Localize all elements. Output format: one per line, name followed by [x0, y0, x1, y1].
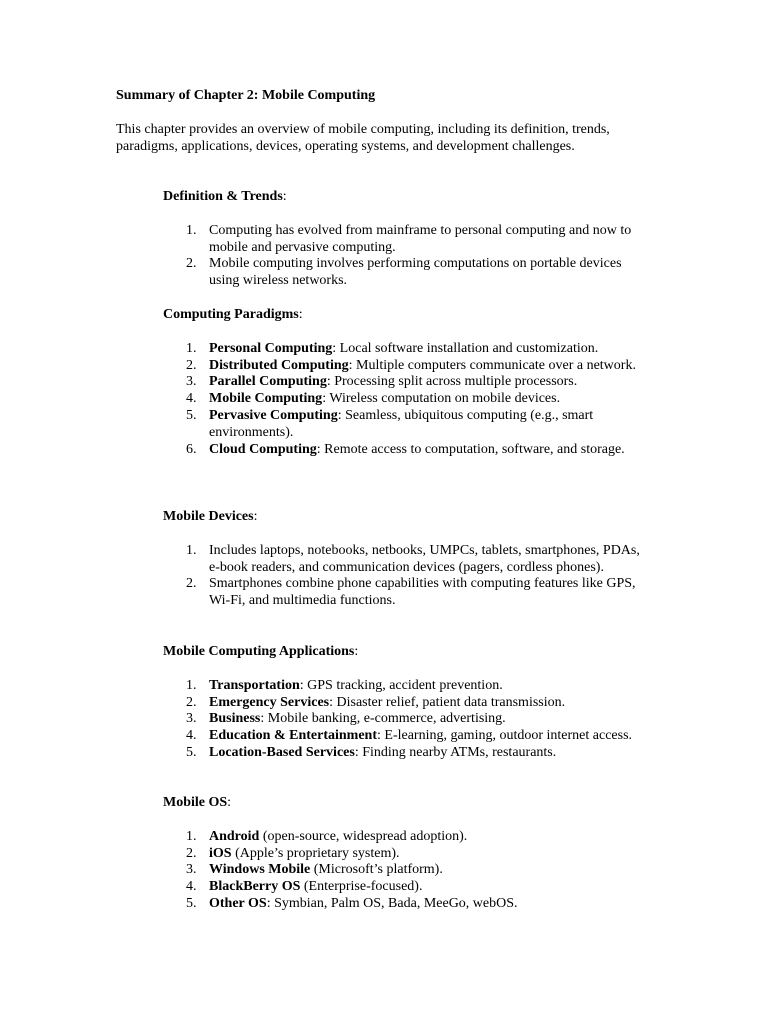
item-description: : Processing split across multiple processors. — [326, 374, 578, 390]
item-description: (open-source, widespread adoption). — [259, 828, 468, 844]
item-number: 5. — [186, 407, 197, 423]
item-term: Android — [209, 828, 260, 844]
section-mobile-devices — [163, 509, 648, 610]
item-text — [209, 442, 643, 459]
item-term: Distributed Computing — [209, 357, 349, 373]
item-text — [209, 829, 633, 846]
item-description: : Mobile banking, e-commerce, advertising. — [260, 711, 506, 727]
item-number: 5. — [186, 895, 197, 911]
item-term: Mobile Computing — [209, 391, 323, 407]
item-term: iOS — [209, 845, 232, 861]
item-text — [209, 576, 648, 610]
item-description: (Microsoft’s platform). — [310, 862, 443, 878]
item-description: : Seamless, ubiquitous computing (e.g., smart environments). — [209, 407, 594, 440]
numbered-list — [163, 678, 633, 762]
list-item — [163, 374, 643, 391]
item-description: : Remote access to computation, software, and storage. — [316, 441, 625, 457]
list-item — [163, 695, 633, 712]
item-text — [209, 256, 633, 290]
item-text — [209, 341, 643, 358]
item-text — [209, 543, 648, 577]
item-description: : Symbian, Palm OS, Bada, MeeGo, webOS. — [266, 895, 518, 911]
item-description: : Finding nearby ATMs, restaurants. — [354, 744, 557, 760]
item-term: Business — [209, 711, 261, 727]
item-number: 1. — [186, 222, 197, 238]
item-number: 5. — [186, 744, 197, 760]
list-item — [163, 543, 648, 577]
list-item — [163, 678, 633, 695]
item-number: 2. — [186, 694, 197, 710]
item-text — [209, 745, 633, 762]
list-item — [163, 256, 633, 290]
item-number: 1. — [186, 340, 197, 356]
item-number: 2. — [186, 845, 197, 861]
item-description: Mobile computing involves performing computations on portable devices using wireless networks. — [209, 256, 622, 289]
item-text — [209, 358, 643, 375]
item-number: 3. — [186, 711, 197, 727]
list-item — [163, 829, 633, 846]
item-number: 2. — [186, 256, 197, 272]
section-heading — [163, 795, 633, 812]
section-heading-text: Mobile Computing Applications — [163, 644, 355, 659]
numbered-list — [163, 829, 633, 913]
section-heading-colon: : — [282, 189, 287, 204]
item-text — [209, 879, 633, 896]
item-description: (Enterprise-focused). — [300, 879, 423, 895]
item-text — [209, 678, 633, 695]
item-text — [209, 862, 633, 879]
section-heading-colon: : — [354, 644, 359, 659]
item-text — [209, 695, 633, 712]
list-item — [163, 391, 643, 408]
section-mobile-os — [163, 795, 633, 913]
item-number: 4. — [186, 728, 197, 744]
section-heading — [163, 509, 648, 526]
item-description: : Local software installation and customization. — [332, 340, 599, 356]
item-term: Windows Mobile — [209, 862, 311, 878]
item-text — [209, 896, 633, 913]
item-term: BlackBerry OS — [209, 879, 301, 895]
list-item — [163, 408, 643, 442]
item-description: Smartphones combine phone capabilities with computing features like GPS, Wi-Fi, and multimedia functions. — [209, 576, 636, 609]
item-description: : Wireless computation on mobile devices. — [322, 391, 561, 407]
numbered-list — [163, 543, 648, 610]
item-number: 3. — [186, 862, 197, 878]
list-item — [163, 358, 643, 375]
section-mobile-computing-applications — [163, 644, 633, 762]
section-heading-text: Mobile OS — [163, 795, 228, 810]
item-description: (Apple’s proprietary system). — [231, 845, 400, 861]
section-heading-text: Mobile Devices — [163, 509, 254, 524]
item-term: Emergency Services — [209, 694, 330, 710]
section-heading-colon: : — [253, 509, 258, 524]
item-term: Personal Computing — [209, 340, 333, 356]
list-item — [163, 442, 643, 459]
item-text — [209, 374, 643, 391]
list-item — [163, 576, 648, 610]
item-text — [209, 711, 633, 728]
list-item — [163, 879, 633, 896]
item-term: Parallel Computing — [209, 374, 327, 390]
item-term: Transportation — [209, 677, 300, 693]
item-text — [209, 223, 633, 257]
item-term: Cloud Computing — [209, 441, 317, 457]
section-heading-text: Computing Paradigms — [163, 307, 299, 322]
item-text — [209, 408, 643, 442]
document-title: Summary of Chapter 2: Mobile Computing — [116, 88, 376, 103]
item-description: : GPS tracking, accident prevention. — [299, 677, 503, 693]
list-item — [163, 223, 633, 257]
item-number: 2. — [186, 357, 197, 373]
item-term: Location-Based Services — [209, 744, 355, 760]
section-definition-trends — [163, 189, 633, 290]
section-heading — [163, 307, 643, 324]
list-item — [163, 711, 633, 728]
item-description: : E-learning, gaming, outdoor internet access. — [377, 728, 633, 744]
item-text — [209, 391, 643, 408]
numbered-list — [163, 341, 643, 459]
list-item — [163, 745, 633, 762]
item-text — [209, 846, 633, 863]
list-item — [163, 341, 643, 358]
item-number: 2. — [186, 576, 197, 592]
intro-paragraph: This chapter provides an overview of mobile computing, including its definition, trends, paradigms, applications, devices, operating systems, and development challenges. — [116, 122, 610, 154]
item-term: Other OS — [209, 895, 267, 911]
item-description: Computing has evolved from mainframe to personal computing and now to mobile and pervasive computing. — [209, 222, 632, 255]
section-heading-text: Definition & Trends — [163, 189, 283, 204]
item-description: : Multiple computers communicate over a network. — [348, 357, 636, 373]
list-item — [163, 846, 633, 863]
item-number: 1. — [186, 677, 197, 693]
item-text — [209, 728, 633, 745]
list-item — [163, 862, 633, 879]
section-heading — [163, 644, 633, 661]
item-number: 4. — [186, 879, 197, 895]
item-number: 3. — [186, 374, 197, 390]
list-item — [163, 896, 633, 913]
item-description: Includes laptops, notebooks, netbooks, UMPCs, tablets, smartphones, PDAs, e-book readers, and communication devices (pagers, cordless phones). — [209, 542, 640, 575]
item-number: 1. — [186, 828, 197, 844]
item-number: 6. — [186, 441, 197, 457]
section-heading-colon: : — [227, 795, 232, 810]
section-computing-paradigms — [163, 307, 643, 458]
item-number: 1. — [186, 542, 197, 558]
item-term: Pervasive Computing — [209, 407, 338, 423]
item-number: 4. — [186, 391, 197, 407]
item-term: Education & Entertainment — [209, 728, 377, 744]
section-heading — [163, 189, 633, 206]
numbered-list — [163, 223, 633, 290]
list-item — [163, 728, 633, 745]
section-heading-colon: : — [298, 307, 303, 322]
item-description: : Disaster relief, patient data transmission. — [329, 694, 566, 710]
